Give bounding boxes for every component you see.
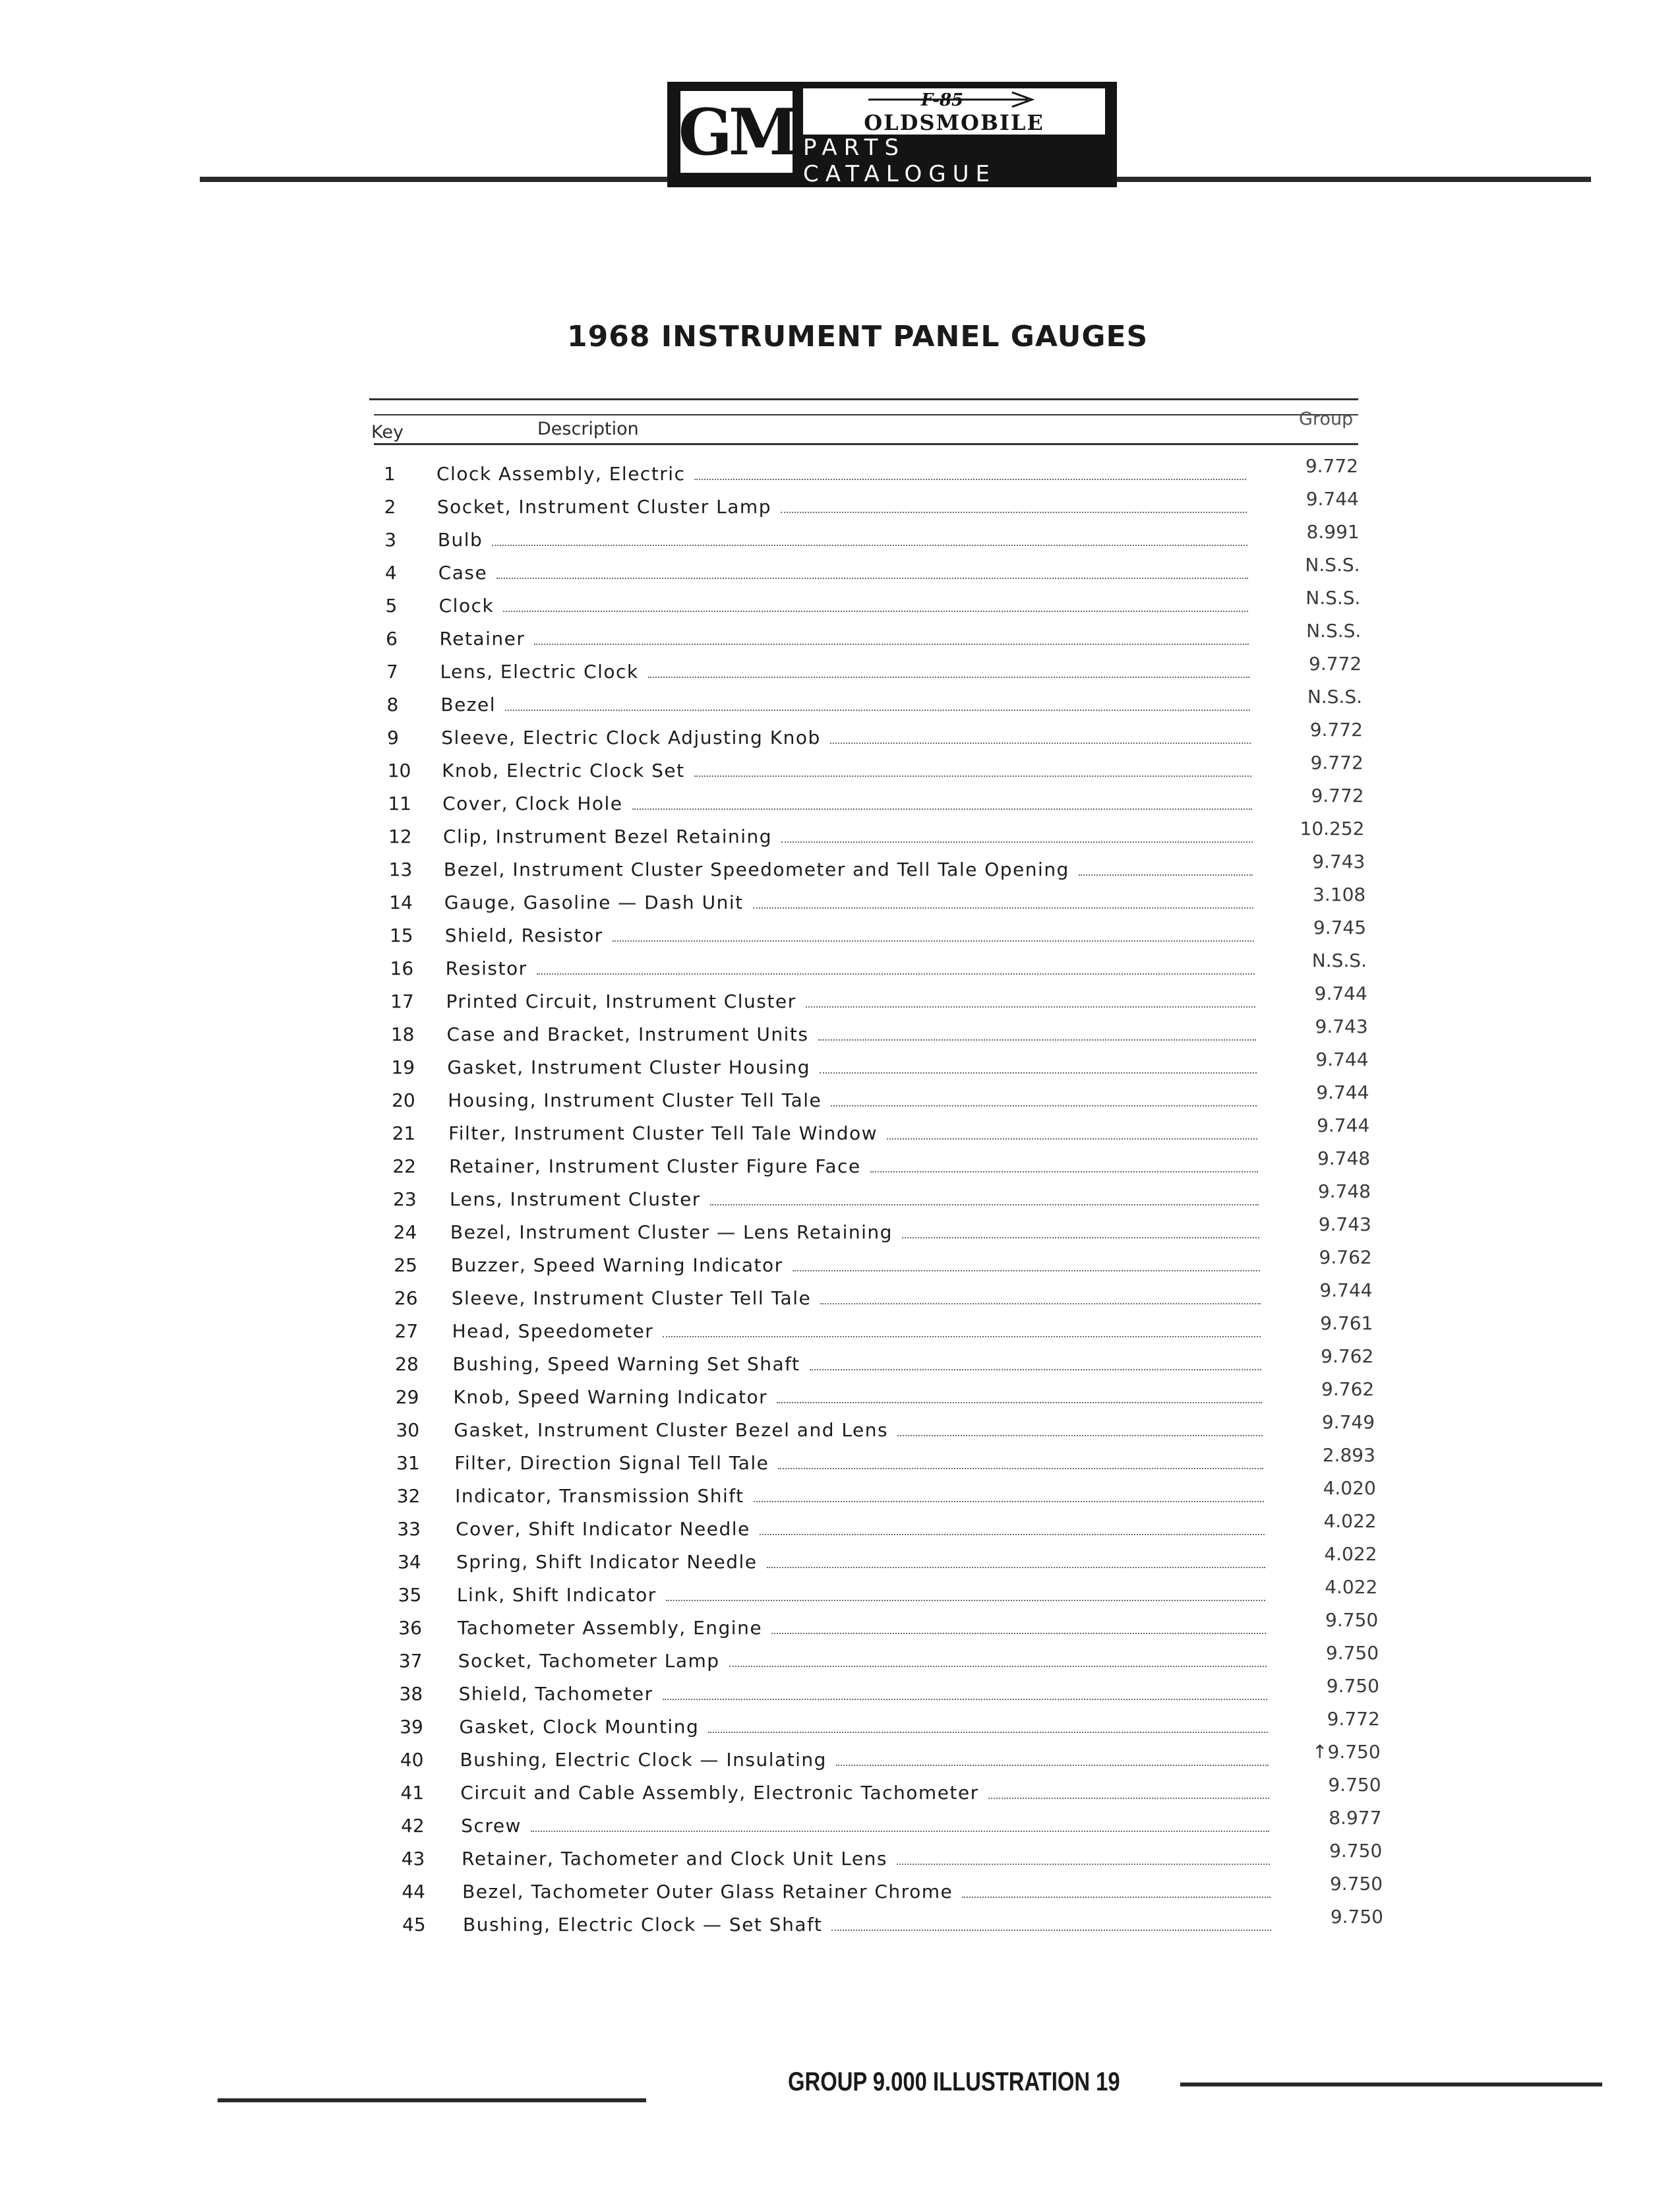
row-group: N.S.S.	[1307, 686, 1363, 708]
table-row	[0, 1312, 1680, 1347]
gm-logo: GM	[678, 88, 795, 175]
row-key: 41	[400, 1782, 425, 1804]
dot-leader	[988, 1778, 1269, 1799]
row-key: 31	[396, 1452, 420, 1474]
row-group: 9.750	[1328, 1774, 1381, 1796]
row-description: Sleeve, Instrument Cluster Tell Tale	[451, 1287, 812, 1309]
table-row	[0, 1081, 1680, 1116]
row-group: 10.252	[1300, 818, 1365, 839]
row-group: 9.750	[1325, 1642, 1379, 1664]
row-description: Bezel, Instrument Cluster — Lens Retaining	[450, 1221, 893, 1243]
row-group: 9.744	[1319, 1279, 1373, 1301]
row-description: Knob, Electric Clock Set	[442, 760, 685, 781]
table-row	[0, 1840, 1680, 1874]
row-group: N.S.S.	[1305, 554, 1360, 576]
table-row	[0, 1510, 1680, 1544]
row-group: 9.743	[1318, 1213, 1371, 1235]
row-group: N.S.S.	[1311, 950, 1367, 971]
row-description: Head, Speedometer	[452, 1320, 654, 1342]
dot-leader	[708, 1712, 1268, 1733]
dot-leader	[810, 1349, 1262, 1370]
row-group: 4.020	[1323, 1477, 1376, 1499]
row-description: Case and Bracket, Instrument Units	[446, 1023, 809, 1045]
table-row	[0, 1543, 1680, 1577]
row-description: Cover, Shift Indicator Needle	[456, 1518, 750, 1540]
dot-leader	[753, 888, 1254, 909]
row-key: 38	[399, 1683, 423, 1705]
dot-leader	[613, 921, 1254, 942]
row-key: 35	[398, 1584, 422, 1606]
table-row	[0, 1609, 1680, 1643]
dot-leader	[694, 459, 1246, 480]
row-description: Bezel	[440, 694, 496, 715]
row-description-cell	[463, 1910, 1271, 1940]
table-row	[0, 950, 1680, 984]
dot-leader	[492, 525, 1247, 546]
dot-leader	[902, 1217, 1259, 1238]
row-description: Resistor	[445, 958, 527, 979]
row-key: 26	[394, 1287, 418, 1309]
row-description: Bushing, Electric Clock — Insulating	[460, 1749, 827, 1771]
table-row	[0, 521, 1680, 555]
row-group: N.S.S.	[1305, 587, 1361, 609]
table-row	[0, 785, 1680, 819]
dot-leader	[781, 822, 1252, 843]
row-description: Cover, Clock Hole	[442, 793, 623, 814]
footer-caption: GROUP 9.000 ILLUSTRATION 19	[788, 2067, 1120, 2096]
row-group: 4.022	[1325, 1576, 1378, 1598]
table-row	[0, 1741, 1680, 1775]
dot-leader	[663, 1679, 1267, 1700]
row-key: 14	[389, 892, 413, 913]
row-description-cell	[453, 1382, 1262, 1413]
dot-leader	[830, 723, 1251, 744]
make-name: OLDSMOBILE	[864, 110, 1044, 135]
f85-model-logo	[855, 88, 1053, 111]
row-description-cell	[438, 525, 1247, 555]
row-key: 11	[388, 793, 411, 814]
table-row	[0, 1213, 1680, 1248]
row-group: 3.108	[1313, 884, 1366, 905]
dot-leader	[771, 1613, 1266, 1634]
table-row	[0, 455, 1680, 489]
row-group: 9.744	[1305, 488, 1359, 510]
row-description-cell	[451, 1250, 1260, 1281]
row-key: 24	[393, 1221, 417, 1243]
row-key: 21	[392, 1122, 416, 1144]
row-description-cell	[448, 1085, 1257, 1116]
row-description: Gasket, Clock Mounting	[459, 1716, 700, 1738]
row-key: 17	[390, 990, 414, 1012]
footer-rule-left	[218, 2098, 646, 2102]
row-description: Bushing, Speed Warning Set Shaft	[452, 1353, 800, 1375]
row-key: 18	[390, 1023, 415, 1045]
row-key: 34	[398, 1551, 421, 1573]
dot-leader	[962, 1877, 1271, 1898]
row-description: Lens, Instrument Cluster	[450, 1188, 701, 1210]
row-description-cell	[436, 459, 1246, 489]
row-group: 9.744	[1314, 983, 1367, 1004]
row-key: 30	[396, 1419, 420, 1441]
row-key: 15	[389, 925, 413, 946]
row-description: Socket, Instrument Cluster Lamp	[436, 496, 771, 518]
row-group: 8.991	[1306, 521, 1360, 543]
table-row	[0, 851, 1680, 885]
row-description-cell	[450, 1217, 1259, 1248]
row-description-cell	[460, 1712, 1268, 1742]
row-description-cell	[452, 1283, 1261, 1314]
row-group: 9.745	[1313, 917, 1367, 938]
dot-leader	[663, 1316, 1261, 1337]
row-group: 9.772	[1305, 455, 1358, 477]
dot-leader	[666, 1580, 1266, 1601]
dot-leader	[534, 624, 1249, 645]
row-description: Screw	[461, 1815, 522, 1837]
row-description-cell	[456, 1547, 1265, 1577]
row-key: 13	[388, 859, 413, 880]
table-row	[0, 1774, 1680, 1808]
row-group: 9.772	[1310, 752, 1364, 774]
row-description: Gauge, Gasoline — Dash Unit	[444, 892, 744, 913]
row-description: Link, Shift Indicator	[456, 1584, 657, 1606]
row-description-cell	[447, 1052, 1256, 1083]
dot-leader	[710, 1184, 1259, 1205]
dot-leader	[754, 1481, 1264, 1502]
row-description: Lens, Electric Clock	[440, 661, 639, 683]
row-group: 4.022	[1323, 1510, 1377, 1532]
row-description: Spring, Shift Indicator Needle	[456, 1551, 758, 1573]
row-group: 9.772	[1309, 719, 1363, 741]
row-key: 19	[391, 1056, 415, 1078]
catalogue-header	[667, 82, 1117, 187]
row-description: Retainer, Tachometer and Clock Unit Lens	[462, 1848, 887, 1870]
row-group: 2.893	[1322, 1444, 1375, 1466]
table-row	[0, 719, 1680, 753]
dot-leader	[760, 1514, 1265, 1535]
dot-leader	[505, 690, 1250, 711]
dot-leader	[870, 1151, 1258, 1172]
row-description-cell	[446, 1019, 1255, 1050]
row-key: 45	[402, 1914, 426, 1935]
row-key: 3	[384, 529, 397, 551]
row-key: 12	[388, 826, 412, 847]
table-row	[0, 686, 1680, 720]
dot-leader	[831, 1085, 1257, 1107]
row-group: 9.762	[1321, 1345, 1374, 1367]
row-key: 20	[392, 1089, 415, 1111]
row-description-cell	[444, 855, 1253, 885]
dot-leader	[806, 987, 1255, 1008]
row-key: 36	[398, 1617, 422, 1639]
row-description-cell	[440, 690, 1250, 720]
table-row	[0, 488, 1680, 522]
row-key: 25	[394, 1254, 417, 1276]
dot-leader	[531, 1811, 1269, 1832]
row-description: Knob, Speed Warning Indicator	[453, 1386, 768, 1408]
footer-rule-right	[1180, 2083, 1602, 2086]
header-rule-upper	[374, 414, 1358, 415]
row-description: Case	[438, 562, 488, 584]
row-description: Shield, Resistor	[444, 925, 603, 946]
row-group: 9.772	[1311, 785, 1364, 806]
dot-leader	[496, 558, 1247, 579]
row-description: Circuit and Cable Assembly, Electronic Tachometer	[460, 1782, 979, 1804]
column-header-key: Key	[371, 422, 404, 442]
table-row	[0, 884, 1680, 918]
row-group: 9.743	[1315, 1016, 1368, 1037]
row-key: 10	[387, 760, 411, 781]
row-description: Printed Circuit, Instrument Cluster	[446, 990, 796, 1012]
dot-leader	[767, 1547, 1265, 1568]
oldsmobile-block	[803, 88, 1105, 187]
dot-leader	[897, 1415, 1263, 1436]
row-group: 8.977	[1329, 1807, 1382, 1829]
row-group: 9.744	[1317, 1114, 1370, 1136]
row-description-cell	[454, 1415, 1263, 1445]
table-row	[0, 1576, 1680, 1610]
dot-leader	[887, 1118, 1257, 1140]
table-row	[0, 1675, 1680, 1709]
table-row	[0, 1906, 1680, 1940]
row-key: 7	[386, 661, 398, 683]
row-group: N.S.S.	[1306, 620, 1362, 642]
table-row	[0, 554, 1680, 588]
row-group: 9.762	[1321, 1378, 1375, 1400]
row-group: 9.761	[1320, 1312, 1373, 1334]
table-row	[0, 1477, 1680, 1511]
table-row	[0, 1345, 1680, 1380]
row-group: 9.750	[1330, 1906, 1383, 1928]
row-description-cell	[448, 1118, 1257, 1149]
row-description-cell	[445, 921, 1254, 951]
row-key: 16	[390, 958, 414, 979]
row-description: Socket, Tachometer Lamp	[458, 1650, 720, 1672]
dot-leader	[820, 1052, 1256, 1074]
dot-leader	[729, 1646, 1267, 1667]
row-description-cell	[440, 657, 1249, 687]
page-title: 1968 INSTRUMENT PANEL GAUGES	[567, 320, 1149, 353]
row-key: 29	[395, 1386, 419, 1408]
row-description: Bezel, Tachometer Outer Glass Retainer Chrome	[462, 1881, 953, 1902]
table-row	[0, 1049, 1680, 1083]
row-description-cell	[453, 1349, 1262, 1380]
row-group: 9.772	[1309, 653, 1362, 675]
row-key: 9	[387, 727, 399, 748]
table-row	[0, 620, 1680, 654]
table-row	[0, 1642, 1680, 1676]
row-description: Gasket, Instrument Cluster Housing	[447, 1056, 811, 1078]
row-group: ↑9.750	[1312, 1741, 1381, 1763]
row-description-cell	[459, 1679, 1267, 1709]
row-description-cell	[460, 1778, 1269, 1808]
row-description-cell	[461, 1811, 1269, 1841]
table-row	[0, 1180, 1680, 1215]
row-key: 6	[386, 628, 398, 650]
row-group: 9.772	[1327, 1708, 1380, 1730]
row-key: 23	[393, 1188, 417, 1210]
row-group: 9.749	[1321, 1411, 1375, 1433]
table-row	[0, 1378, 1680, 1413]
dot-leader	[1079, 855, 1253, 876]
dot-leader	[831, 1910, 1271, 1931]
row-group: 9.743	[1312, 851, 1365, 872]
row-description-cell	[455, 1481, 1264, 1511]
row-description-cell	[456, 1514, 1265, 1544]
table-row	[0, 1444, 1680, 1478]
row-key: 1	[384, 463, 396, 485]
row-description: Sleeve, Electric Clock Adjusting Knob	[441, 727, 821, 748]
row-key: 33	[397, 1518, 421, 1540]
row-description: Retainer	[439, 628, 525, 650]
dot-leader	[781, 492, 1247, 513]
row-group: 9.750	[1325, 1609, 1379, 1631]
row-description: Retainer, Instrument Cluster Figure Face	[449, 1155, 861, 1177]
row-key: 27	[394, 1320, 419, 1342]
dot-leader	[793, 1250, 1260, 1271]
dot-leader	[632, 789, 1252, 810]
row-key: 39	[400, 1716, 423, 1738]
row-description: Filter, Instrument Cluster Tell Tale Window	[448, 1122, 878, 1144]
row-description: Clip, Instrument Bezel Retaining	[443, 826, 773, 847]
row-description-cell	[439, 591, 1249, 621]
table-row	[0, 1807, 1680, 1841]
row-description: Clock Assembly, Electric	[436, 463, 686, 485]
table-row	[0, 587, 1680, 621]
row-key: 4	[384, 562, 397, 584]
row-description-cell	[458, 1613, 1266, 1643]
row-description-cell	[454, 1448, 1263, 1478]
row-description-cell	[462, 1877, 1271, 1907]
row-description-cell	[458, 1646, 1267, 1676]
column-header-description: Description	[537, 419, 639, 439]
row-key: 40	[400, 1749, 424, 1771]
row-group: 9.762	[1319, 1246, 1372, 1268]
table-row	[0, 1708, 1680, 1742]
row-key: 2	[384, 496, 396, 518]
row-description-cell	[449, 1151, 1258, 1182]
row-key: 42	[401, 1815, 425, 1837]
dot-leader	[897, 1844, 1270, 1865]
table-row	[0, 1279, 1680, 1314]
row-description: Indicator, Transmission Shift	[455, 1485, 744, 1507]
row-description-cell	[444, 888, 1253, 918]
dot-leader	[777, 1382, 1262, 1403]
row-description-cell	[462, 1844, 1270, 1874]
row-description: Bulb	[437, 529, 483, 551]
row-group: 9.744	[1316, 1081, 1369, 1103]
row-description: Clock	[438, 595, 495, 617]
table-row	[0, 818, 1680, 852]
table-row	[0, 917, 1680, 951]
row-key: 28	[395, 1353, 419, 1375]
row-description: Shield, Tachometer	[458, 1683, 653, 1705]
row-description: Tachometer Assembly, Engine	[457, 1617, 763, 1639]
row-description-cell	[441, 723, 1251, 753]
row-description-cell	[452, 1316, 1261, 1347]
row-group: 9.748	[1317, 1180, 1371, 1202]
row-group: 9.750	[1329, 1840, 1383, 1862]
column-header-group: Group	[1299, 409, 1354, 429]
row-description: Housing, Instrument Cluster Tell Tale	[448, 1089, 822, 1111]
dot-leader	[537, 954, 1255, 975]
row-description-cell	[460, 1745, 1268, 1775]
row-description: Filter, Direction Signal Tell Tale	[454, 1452, 769, 1474]
table-row	[0, 1411, 1680, 1445]
table-row	[0, 653, 1680, 687]
row-key: 37	[398, 1650, 423, 1672]
row-description: Bezel, Instrument Cluster Speedometer and Tell Tale Opening	[443, 859, 1069, 880]
row-description-cell	[442, 789, 1252, 819]
row-description-cell	[438, 558, 1248, 588]
row-group: 9.750	[1329, 1873, 1383, 1895]
dot-leader	[503, 591, 1248, 612]
row-description-cell	[457, 1580, 1265, 1610]
row-description: Bushing, Electric Clock — Set Shaft	[463, 1914, 823, 1935]
row-key: 32	[396, 1485, 421, 1507]
row-key: 5	[385, 595, 398, 617]
table-row	[0, 983, 1680, 1017]
row-description-cell	[440, 624, 1249, 654]
catalogue-label: PARTS CATALOGUE	[803, 135, 996, 187]
dot-leader	[648, 657, 1250, 678]
row-description-cell	[437, 492, 1247, 522]
row-key: 44	[402, 1881, 425, 1902]
row-description: Gasket, Instrument Cluster Bezel and Lens	[454, 1419, 889, 1441]
row-description: Buzzer, Speed Warning Indicator	[450, 1254, 783, 1276]
table-row	[0, 1147, 1680, 1182]
row-description-cell	[450, 1184, 1259, 1215]
table-row	[0, 1873, 1680, 1907]
table-row	[0, 752, 1680, 786]
row-description-cell	[446, 987, 1255, 1017]
row-key: 22	[392, 1155, 416, 1177]
row-group: 9.744	[1315, 1049, 1369, 1070]
row-group: 9.750	[1326, 1675, 1379, 1697]
dot-leader	[778, 1448, 1263, 1469]
row-description-cell	[446, 954, 1255, 984]
header-rule-lower	[374, 443, 1358, 445]
row-description-cell	[443, 822, 1253, 852]
row-description-cell	[442, 756, 1251, 786]
row-group: 9.748	[1317, 1147, 1371, 1169]
table-top-rule	[369, 398, 1358, 400]
dot-leader	[820, 1283, 1260, 1304]
dot-leader	[818, 1019, 1256, 1041]
f85-logo-text: F-85	[920, 90, 964, 110]
table-row	[0, 1246, 1680, 1281]
oldsmobile-logo-panel	[803, 88, 1105, 135]
dot-leader	[836, 1745, 1269, 1766]
row-key: 43	[401, 1848, 425, 1870]
table-row	[0, 1114, 1680, 1149]
row-key: 8	[386, 694, 399, 715]
dot-leader	[694, 756, 1251, 777]
row-group: 4.022	[1324, 1543, 1377, 1565]
table-row	[0, 1016, 1680, 1050]
